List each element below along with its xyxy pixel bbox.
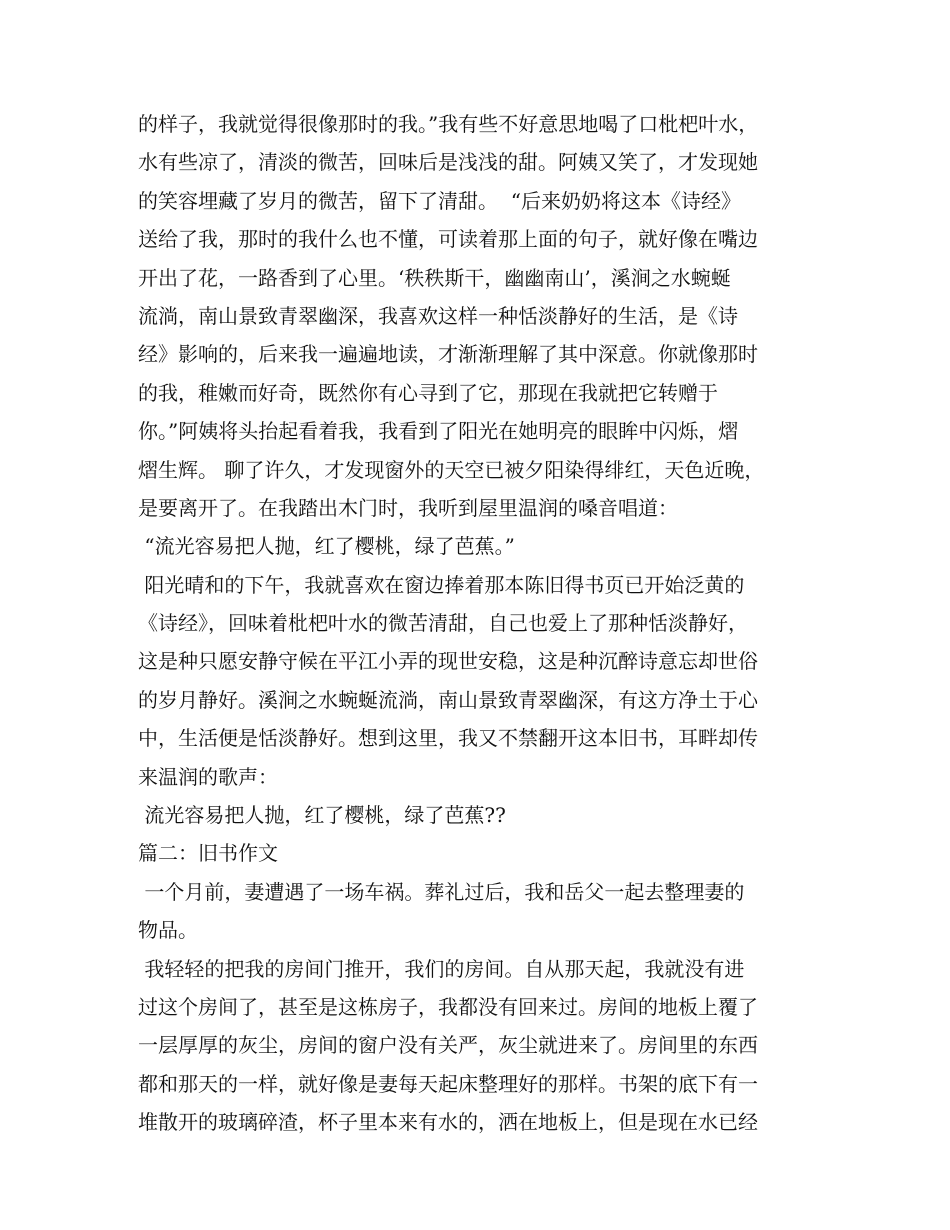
text-line: 《诗经》，回味着枇杷叶水的微苦清甜，自己也爱上了那种恬淡静好， [138,611,748,636]
text-line: 堆散开的玻璃碎渣，杯子里本来有水的，洒在地板上，但是现在水已经 [138,1110,758,1135]
text-line: 篇二：旧书作文 [138,841,278,866]
text-line: 送给了我，那时的我什么也不懂，可读着那上面的句子，就好像在嘴边 [138,227,758,252]
text-line: 经》影响的，后来我一遍遍地读，才渐渐理解了其中深意。你就像那时 [138,342,758,367]
text-line: 我轻轻的把我的房间门推开，我们的房间。自从那天起，我就没有进 [138,956,745,981]
text-line: 一个月前，妻遭遇了一场车祸。葬礼过后，我和岳父一起去整理妻的 [138,879,745,904]
text-line: 的我，稚嫩而好奇，既然你有心寻到了它，那现在我就把它转赠于 [138,380,718,405]
text-line: 流光容易把人抛，红了樱桃，绿了芭蕉?? [138,803,506,828]
text-line: 来温润的歌声： [138,764,278,789]
text-line: 阳光晴和的下午，我就喜欢在窗边捧着那本陈旧得书页已开始泛黄的 [138,572,745,597]
text-line: 是要离开了。在我踏出木门时，我听到屋里温润的嗓音唱道： [138,495,678,520]
text-line: 的笑容埋藏了岁月的微苦，留下了清甜。 “后来奶奶将这本《诗经》 [138,188,741,213]
text-line: 的岁月静好。溪涧之水蜿蜒流淌，南山景致青翠幽深，有这方净土于心 [138,687,758,712]
text-line: “流光容易把人抛，红了樱桃，绿了芭蕉。” [138,534,515,559]
text-line: 流淌，南山景致青翠幽深，我喜欢这样一种恬淡静好的生活，是《诗 [138,303,738,328]
document-body [138,105,838,1142]
text-line: 这是种只愿安静守候在平江小弄的现世安稳，这是种沉醉诗意忘却世俗 [138,649,758,674]
text-line: 你。”阿姨将头抬起看着我，我看到了阳光在她明亮的眼眸中闪烁，熠 [138,419,739,444]
text-line: 开出了花，一路香到了心里。‘秩秩斯干，幽幽南山’，溪涧之水蜿蜒 [138,265,731,290]
text-line: 一层厚厚的灰尘，房间的窗户没有关严，灰尘就进来了。房间里的东西 [138,1033,758,1058]
text-line: 都和那天的一样，就好像是妻每天起床整理好的那样。书架的底下有一 [138,1071,758,1096]
text-line: 过这个房间了，甚至是这栋房子，我都没有回来过。房间的地板上覆了 [138,994,758,1019]
text-line: 水有些凉了，清淡的微苦，回味后是浅浅的甜。阿姨又笑了，才发现她 [138,150,758,175]
text-line: 中，生活便是恬淡静好。想到这里，我又不禁翻开这本旧书，耳畔却传 [138,726,758,751]
text-line: 熠生辉。 聊了许久，才发现窗外的天空已被夕阳染得绯红，天色近晚， [138,457,765,482]
text-line: 物品。 [138,918,198,943]
text-line: 的样子，我就觉得很像那时的我。”我有些不好意思地喝了口枇杷叶水， [138,112,759,136]
